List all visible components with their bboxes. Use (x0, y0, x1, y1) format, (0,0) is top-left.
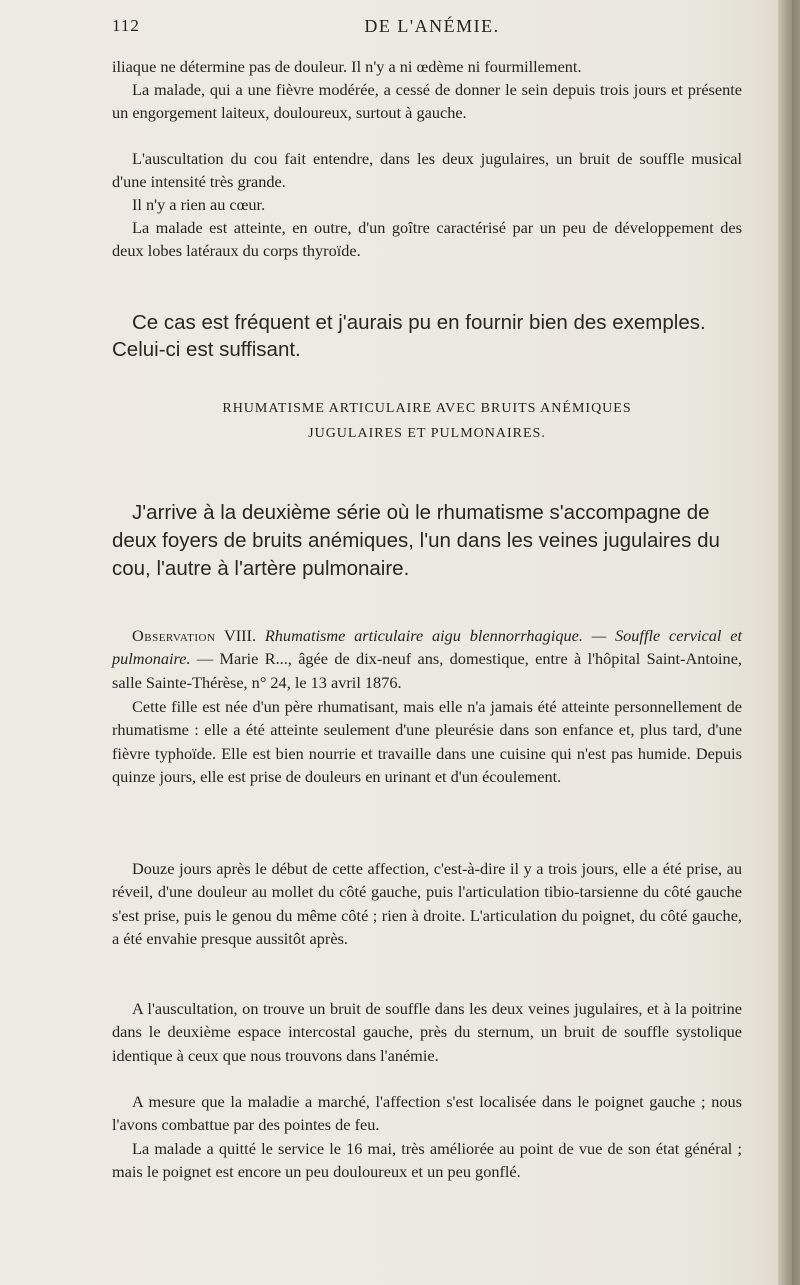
page-edge-dark (792, 0, 800, 1285)
section-heading-line-1: RHUMATISME ARTICULAIRE AVEC BRUITS ANÉMIQUES (222, 401, 632, 416)
section-heading-line-2: JUGULAIRES ET PULMONAIRES. (308, 426, 546, 441)
intro-line-1: iliaque ne détermine pas de douleur. Il n'y a ni œdème ni fourmillement. (112, 57, 582, 76)
observation-paragraph-4: A mesure que la maladie a marché, l'affection s'est localisée dans le poignet gauche ; nous l'avons combattue par des pointes de feu. (112, 1092, 742, 1135)
observation-paragraph-1: Cette fille est née d'un père rhumatisant, mais elle n'a jamais été atteinte personnellement de rhumatisme : elle a été atteinte seulement d'une pleurésie dans son enfance et, plus tard, d'une fièvre typhoïde. Elle est bien nourrie et travaille dans une cuisine qui n'est pas humide. Depuis quinze jours, elle est prise de douleurs en urinant et d'un écoulement. (112, 697, 742, 786)
intro-paragraph-3: L'auscultation du cou fait entendre, dans les deux jugulaires, un bruit de souffle musical d'une intensité très grande. (112, 149, 742, 191)
intro-paragraph-2: La malade, qui a une fièvre modérée, a cessé de donner le sein depuis trois jours et présente un engorgement laiteux, douloureux, surtout à gauche. (112, 80, 742, 122)
observation-details: — Marie R..., âgée de dix-neuf ans, domestique, entre à l'hôpital Saint-Antoine, salle Sainte-Thérèse, n° 24, le 13 avril 1876. (112, 649, 742, 692)
observation-paragraph-2: Douze jours après le début de cette affection, c'est-à-dire il y a trois jours, elle a été prise, au réveil, d'une douleur au mollet du côté gauche, puis l'articulation tibio-tarsienne du côté gauche s'est prise, puis le genou du même côté ; rien à droite. L'articulation du poignet, du côté gauche, a été envahie presque aussitôt après. (112, 859, 742, 948)
large-paragraph-1: Ce cas est fréquent et j'aurais pu en fournir bien des exemples. Celui-ci est suffisant. (112, 311, 706, 361)
observation-label: Observation (132, 626, 216, 645)
intro-paragraph-5: La malade est atteinte, en outre, d'un goître caractérisé par un peu de développement des deux lobes latéraux du corps thyroïde. (112, 218, 742, 260)
running-head: DE L'ANÉMIE. (364, 16, 500, 36)
page-number: 112 (112, 16, 140, 35)
observation-paragraph-5: La malade a quitté le service le 16 mai, très améliorée au point de vue de son état général ; mais le poignet est encore un peu douloureux et un peu gonflé. (112, 1139, 742, 1182)
page-header (112, 16, 752, 42)
observation-number: VIII. (223, 626, 257, 645)
intro-paragraph-4: Il n'y a rien au cœur. (132, 195, 266, 214)
large-paragraph-2: J'arrive à la deuxième série où le rhumatisme s'accompagne de deux foyers de bruits anémiques, l'un dans les veines jugulaires du cou, l'autre à l'artère pulmonaire. (112, 501, 720, 580)
observation-intro (112, 624, 742, 694)
observation-paragraph-3: A l'auscultation, on trouve un bruit de souffle dans les deux veines jugulaires, et à la poitrine dans le deuxième espace intercostal gauche, près du sternum, un bruit de souffle systolique identique à ceux que nous trouvons dans l'anémie. (112, 999, 742, 1065)
observation-title: Rhumatisme articulaire aigu blennorrhagique. — Souffle cervical et pulmonaire. (112, 626, 743, 669)
